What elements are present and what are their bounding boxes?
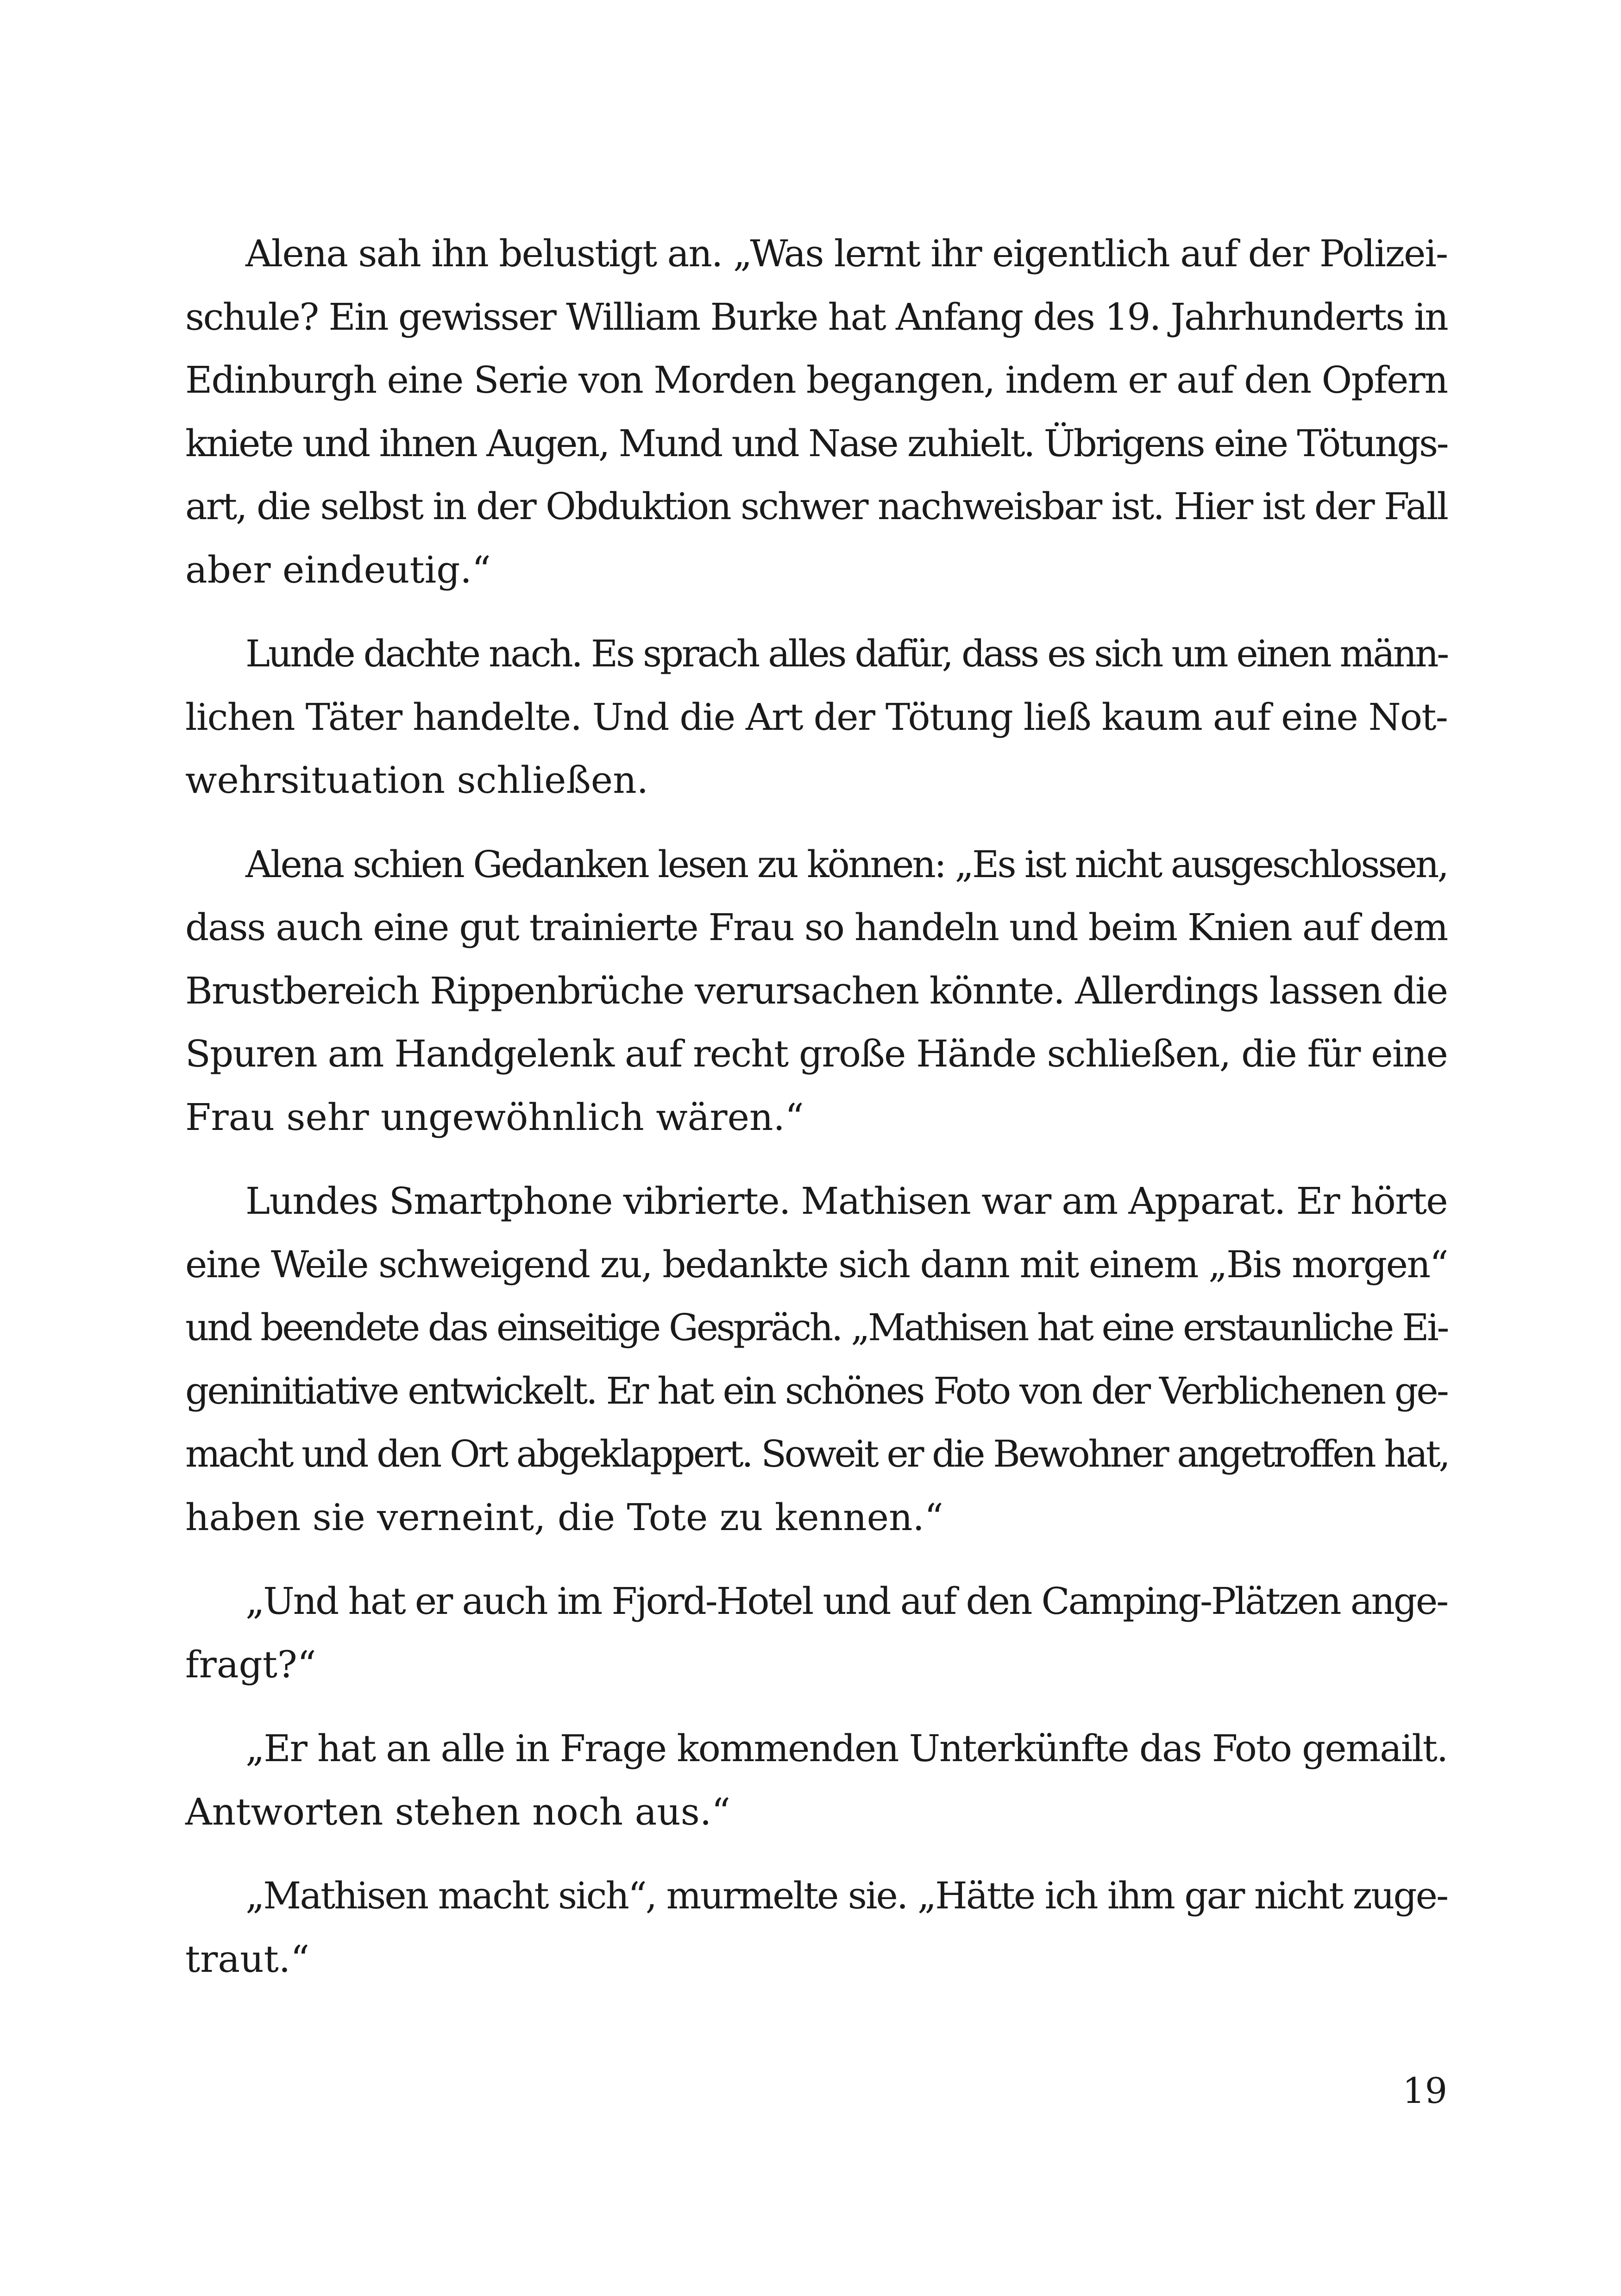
text-line: und beendete das einseitige Gespräch. „Mathisen hat eine erstaunliche Ei- — [185, 1306, 1447, 1349]
page-number: 19 — [1402, 2070, 1447, 2111]
paragraph — [185, 1717, 1447, 1844]
text-line: Alena sah ihn belustigt an. „Was lernt ihr eigentlich auf der Polizei- — [245, 232, 1448, 275]
text-line: Lunde dachte nach. Es sprach alles dafür, dass es sich um einen männ- — [245, 632, 1447, 675]
text-line: eine Weile schweigend zu, bedankte sich dann mit einem „Bis morgen“ — [185, 1242, 1447, 1286]
text-line: „Und hat er auch im Fjord-Hotel und auf den Camping-Plätzen ange- — [245, 1580, 1447, 1623]
text-line: lichen Täter handelte. Und die Art der Tötung ließ kaum auf eine Not- — [185, 695, 1448, 739]
paragraph — [185, 1170, 1447, 1549]
text-line: aber eindeutig.“ — [185, 548, 491, 591]
text-line: fragt?“ — [185, 1643, 316, 1686]
text-line: schule? Ein gewisser William Burke hat Anfang des 19. Jahrhunderts in — [185, 295, 1448, 339]
text-line: wehrsituation schließen. — [185, 759, 649, 802]
paragraph — [185, 622, 1447, 812]
text-line: Edinburgh eine Serie von Morden begangen, indem er auf den Opfern — [185, 358, 1447, 401]
text-line: Frau sehr ungewöhnlich wären.“ — [185, 1095, 804, 1139]
text-line: Brustbereich Rippenbrüche verursachen könnte. Allerdings lassen die — [185, 969, 1448, 1012]
text-line: haben sie verneint, die Tote zu kennen.“ — [185, 1495, 943, 1539]
text-line: Alena schien Gedanken lesen zu können: „Es ist nicht ausgeschlossen, — [245, 842, 1447, 886]
text-line: macht und den Ort abgeklappert. Soweit er die Bewohner angetroffen hat, — [185, 1432, 1449, 1475]
body-text — [185, 222, 1447, 2012]
text-line: kniete und ihnen Augen, Mund und Nase zuhielt. Übrigens eine Tötungs- — [185, 421, 1447, 465]
text-line: dass auch eine gut trainierte Frau so handeln und beim Knien auf dem — [185, 906, 1448, 949]
text-line: art, die selbst in der Obduktion schwer nachweisbar ist. Hier ist der Fall — [185, 485, 1447, 528]
paragraph — [185, 1570, 1447, 1696]
text-line: „Mathisen macht sich“, murmelte sie. „Hätte ich ihm gar nicht zuge- — [245, 1874, 1447, 1917]
paragraph — [185, 833, 1447, 1149]
text-line: Spuren am Handgelenk auf recht große Hände schließen, die für eine — [185, 1032, 1448, 1075]
text-line: „Er hat an alle in Frage kommenden Unterkünfte das Foto gemailt. — [245, 1727, 1447, 1770]
paragraph — [185, 222, 1447, 602]
text-line: geninitiative entwickelt. Er hat ein schönes Foto von der Verblichenen ge- — [185, 1369, 1448, 1412]
text-line: Antworten stehen noch aus.“ — [185, 1790, 731, 1833]
text-line: traut.“ — [185, 1937, 310, 1981]
paragraph — [185, 1864, 1447, 1991]
text-line: Lundes Smartphone vibrierte. Mathisen war am Apparat. Er hörte — [245, 1179, 1447, 1223]
